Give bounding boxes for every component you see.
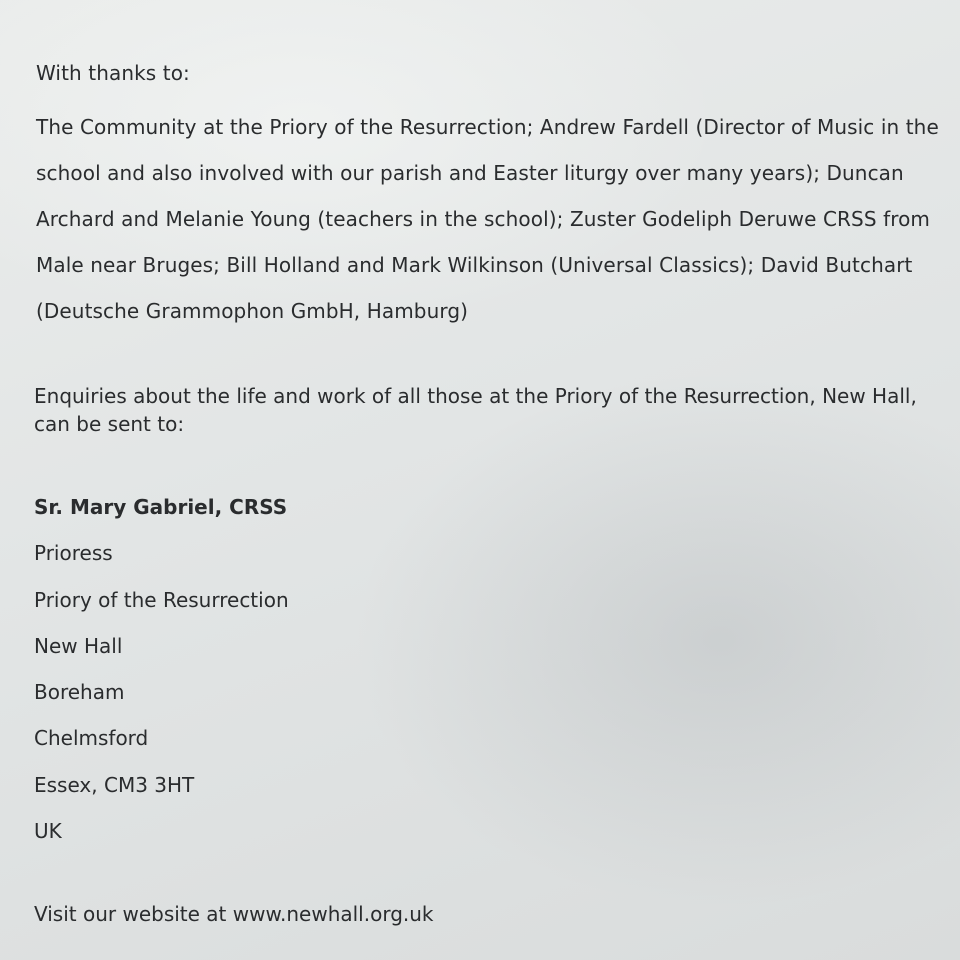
address-line: Essex, CM3 3HT <box>34 772 195 797</box>
address-line: Chelmsford <box>34 726 149 751</box>
enquiries-text: Enquiries about the life and work of all those at the Priory of the Resurrection, New Hall, can be sent to: <box>34 384 917 436</box>
address-line: New Hall <box>34 633 123 658</box>
address-line: Priory of the Resurrection <box>34 587 289 612</box>
contact-title: Prioress <box>34 541 113 566</box>
contact-name: Sr. Mary Gabriel, CRSS <box>34 495 288 519</box>
address-line: Boreham <box>34 680 125 705</box>
acknowledgements-heading: With thanks to: <box>36 61 190 85</box>
contact-address-block <box>34 484 289 854</box>
acknowledgements-section <box>36 58 941 334</box>
address-line: UK <box>34 819 62 844</box>
website-text: Visit our website at www.newhall.org.uk <box>34 902 434 926</box>
acknowledgements-text: The Community at the Priory of the Resurrection; Andrew Fardell (Director of Music in the school and also involved with our parish and Easter liturgy over many years); Duncan Archard and Melanie Young (teachers in the school); Zuster Godeliph Deruwe CRSS from Male near Bruges; Bill Holland and Mark Wilkinson (Universal Classics); David Butchart (Deutsche Grammophon GmbH, Hamburg) <box>36 115 939 323</box>
